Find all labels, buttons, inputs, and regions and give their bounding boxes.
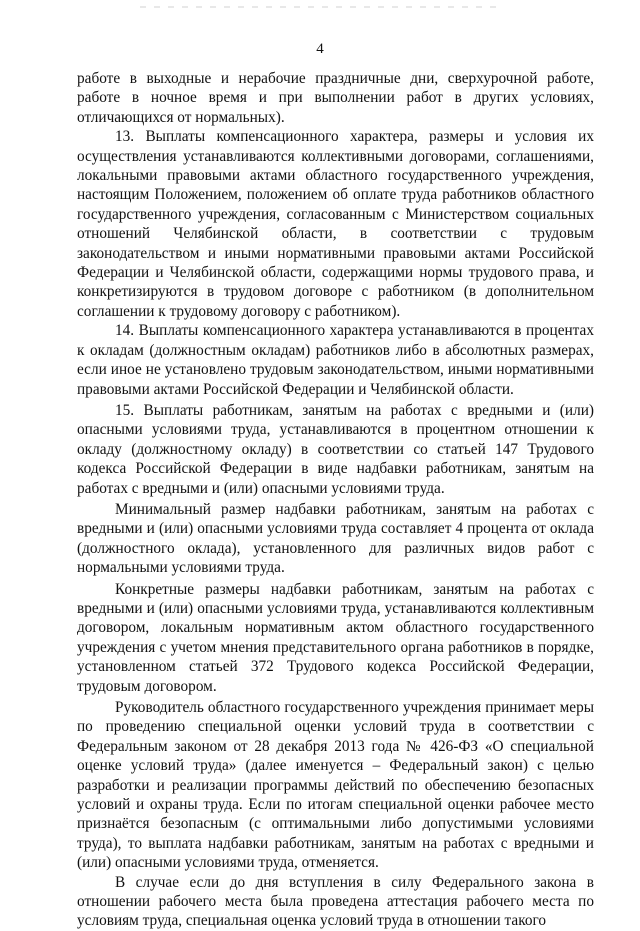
paragraph-attestation: В случае если до дня вступления в силу Федерального закона в отношении рабочего места была проведена аттестация рабочего места по условиям труда, специальная оценка условий труда в отношении такого xyxy=(77,873,594,930)
paragraph-specific-allowance: Конкретные размеры надбавки работникам, занятым на работах с вредными и (или) опасными условиями труда, устанавливаются коллективным договором, локальным нормативным актом областного государственного учреждения с учетом мнения представительного органа работников в порядке, установленном статьей 372 Трудового кодекса Российской Федерации, трудовым договором. xyxy=(77,580,594,695)
paragraph-continuation: работе в выходные и нерабочие праздничные дни, сверхурочной работе, работе в ночное время и при выполнении работ в других условиях, отличающихся от нормальных). xyxy=(77,70,594,126)
scan-artifact xyxy=(140,6,500,8)
paragraph-item-14: 14. Выплаты компенсационного характера устанавливаются в процентах к окладам (должностным окладам) работников либо в абсолютных размерах, если иное не установлено трудовым законодательством, иными нормативными правовыми актами Российской Федерации и Челябинской области. xyxy=(77,322,594,398)
document-body xyxy=(77,69,594,931)
paragraph-minimum-allowance: Минимальный размер надбавки работникам, занятым на работах с вредными и (или) опасными условиями труда составляет 4 процента от оклада (должностного оклада), установленного для различных видов работ с нормальными условиями труда. xyxy=(77,500,594,577)
page-number: 4 xyxy=(316,41,324,57)
paragraph-special-assessment: Руководитель областного государственного учреждения принимает меры по проведению специальной оценки условий труда в соответствии с Федеральным законом от 28 декабря 2013 года № 426-ФЗ «О специальной оценке условий труда» (далее именуется – Федеральный закон) с целью разработки и реализации программы действий по обеспечению безопасных условий и охраны труда. Если по итогам специальной оценки рабочее место признаётся безопасным (с оптимальными либо допустимыми условиями труда), то выплата надбавки работникам, занятым на работах с вредными и (или) опасными условиями труда, отменяется. xyxy=(77,699,594,872)
paragraph-item-13: 13. Выплаты компенсационного характера, размеры и условия их осуществления устанавливаются коллективными договорами, соглашениями, локальными правовыми актами областного государственного учреждения, настоящим Положением, положением об оплате труда работников областного государственного учреждения, согласованным с Министерством социальных отношений Челябинской области, в соответствии с трудовым законодательством и иными нормативными правовыми актами Российской Федерации и Челябинской области, содержащими нормы трудового права, и конкретизируются в трудовом договоре с работником (в дополнительном соглашении к трудовому договору с работником). xyxy=(77,128,594,320)
paragraph-item-15: 15. Выплаты работникам, занятым на работах с вредными и (или) опасными условиями труда, устанавливаются в процентном отношении к окладу (должностному окладу) в соответствии со статьей 147 Трудового кодекса Российской Федерации в виде надбавки работникам, занятым на работах с вредными и (или) опасными условиями труда. xyxy=(77,401,594,497)
